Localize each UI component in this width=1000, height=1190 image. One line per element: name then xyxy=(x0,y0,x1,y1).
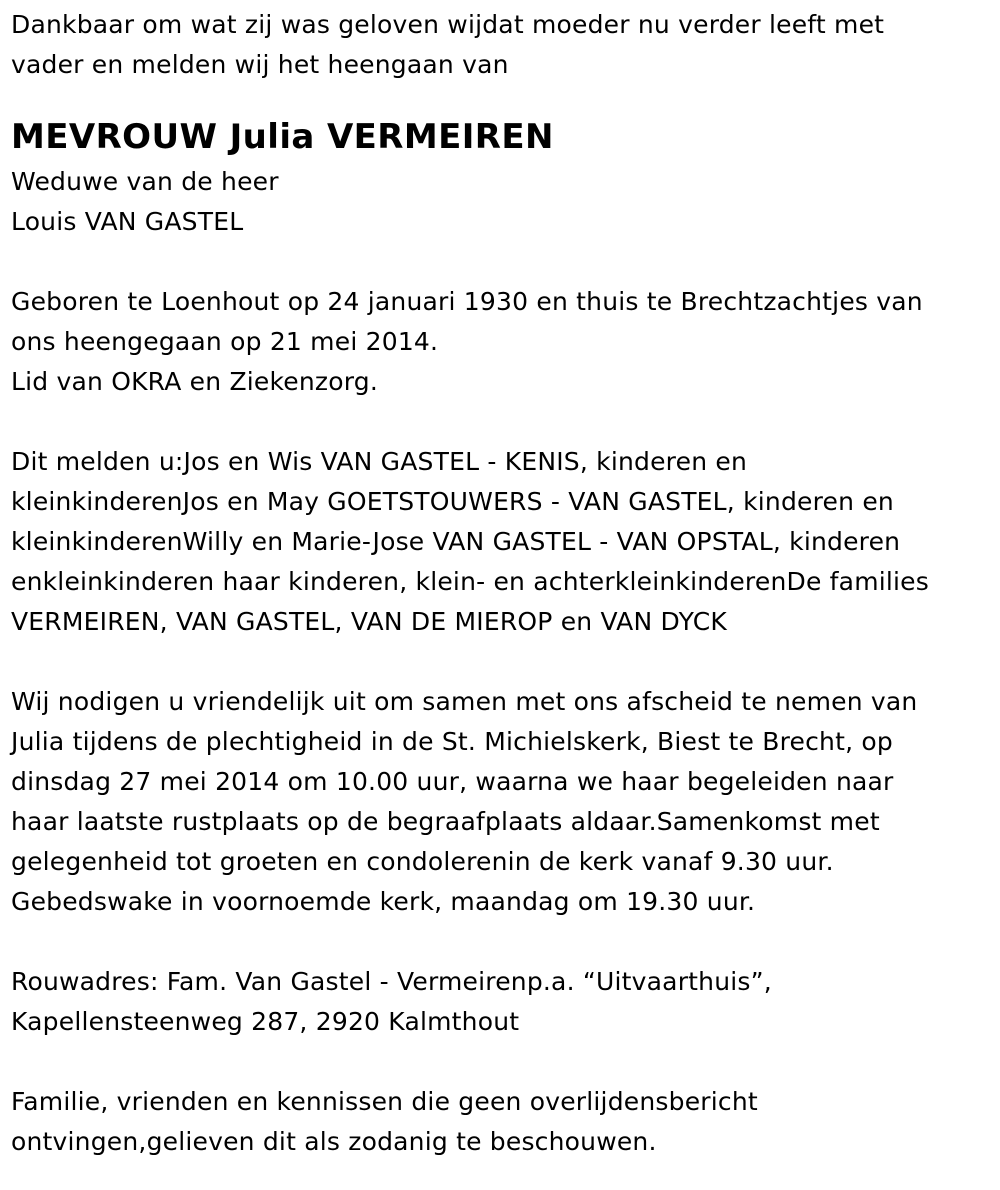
widow-paragraph xyxy=(11,162,991,242)
family-line-4: enkleinkinderen haar kinderen, klein- en achterkleinkinderenDe families xyxy=(11,567,929,596)
closing-line-2: ontvingen,gelieven dit als zodanig te beschouwen. xyxy=(11,1127,657,1156)
birth-line-2: ons heengegaan op 21 mei 2014. xyxy=(11,327,439,356)
family-line-2: kleinkinderenJos en May GOETSTOUWERS - VAN GASTEL, kinderen en xyxy=(11,487,894,516)
intro-paragraph xyxy=(11,5,991,85)
family-line-5: VERMEIREN, VAN GASTEL, VAN DE MIEROP en VAN DYCK xyxy=(11,607,727,636)
spacer xyxy=(11,242,991,282)
address-line-2: Kapellensteenweg 287, 2920 Kalmthout xyxy=(11,1007,520,1036)
spacer xyxy=(11,642,991,682)
deceased-name: MEVROUW Julia VERMEIREN xyxy=(11,117,554,157)
spacer xyxy=(11,1042,991,1082)
closing-paragraph xyxy=(11,1082,991,1162)
invitation-line-3: dinsdag 27 mei 2014 om 10.00 uur, waarna we haar begeleiden naar xyxy=(11,767,894,796)
intro-line-2: vader en melden wij het heengaan van xyxy=(11,50,509,79)
invitation-line-2: Julia tijdens de plechtigheid in de St. Michielskerk, Biest te Brecht, op xyxy=(11,727,893,756)
family-line-3: kleinkinderenWilly en Marie-Jose VAN GASTEL - VAN OPSTAL, kinderen xyxy=(11,527,901,556)
birth-line-3: Lid van OKRA en Ziekenzorg. xyxy=(11,367,378,396)
birth-line-1: Geboren te Loenhout op 24 januari 1930 en thuis te Brechtzachtjes van xyxy=(11,287,923,316)
spacer xyxy=(11,85,991,112)
invitation-line-5: gelegenheid tot groeten en condolerenin de kerk vanaf 9.30 uur. xyxy=(11,847,834,876)
family-paragraph xyxy=(11,442,991,642)
widow-line-2: Louis VAN GASTEL xyxy=(11,207,244,236)
spacer xyxy=(11,922,991,962)
spacer xyxy=(11,402,991,442)
intro-line-1: Dankbaar om wat zij was geloven wijdat moeder nu verder leeft met xyxy=(11,10,885,39)
invitation-paragraph xyxy=(11,682,991,922)
invitation-line-6: Gebedswake in voornoemde kerk, maandag om 19.30 uur. xyxy=(11,887,756,916)
obituary-notice xyxy=(11,5,991,1162)
birth-paragraph xyxy=(11,282,991,402)
widow-line-1: Weduwe van de heer xyxy=(11,167,279,196)
address-line-1: Rouwadres: Fam. Van Gastel - Vermeirenp.a. “Uitvaarthuis”, xyxy=(11,967,772,996)
closing-line-1: Familie, vrienden en kennissen die geen overlijdensbericht xyxy=(11,1087,758,1116)
invitation-line-4: haar laatste rustplaats op de begraafplaats aldaar.Samenkomst met xyxy=(11,807,880,836)
invitation-line-1: Wij nodigen u vriendelijk uit om samen met ons afscheid te nemen van xyxy=(11,687,918,716)
address-paragraph xyxy=(11,962,991,1042)
family-line-1: Dit melden u:Jos en Wis VAN GASTEL - KENIS, kinderen en xyxy=(11,447,748,476)
